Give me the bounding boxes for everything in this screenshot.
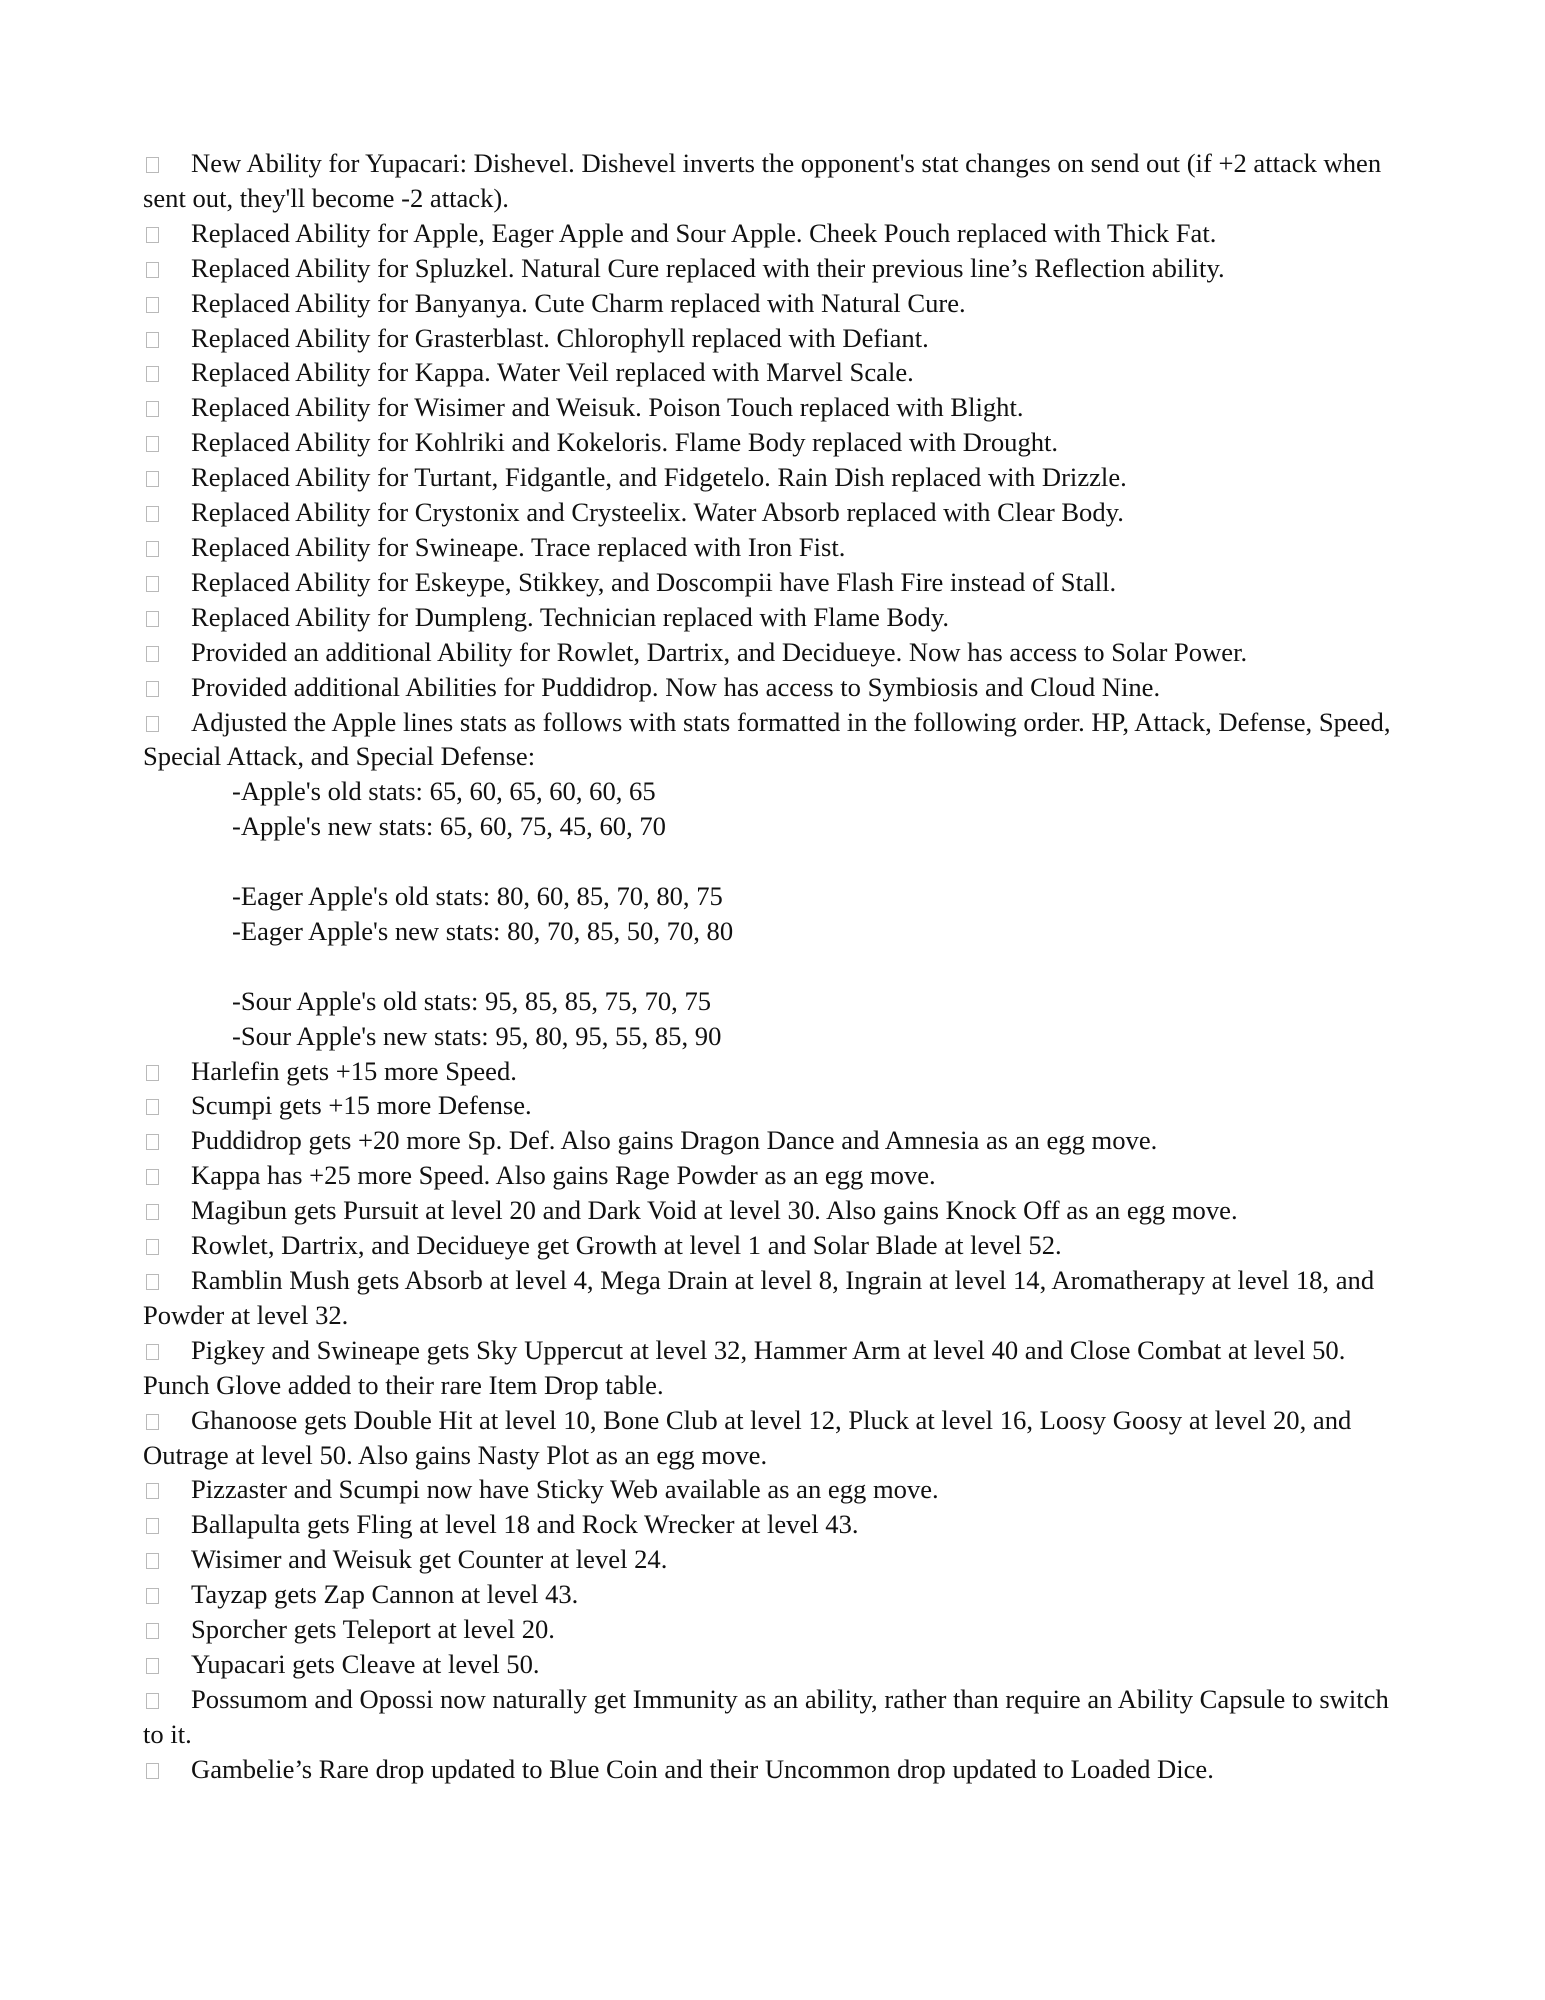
item-text: Replaced Ability for Banyanya. Cute Charm replaced with Natural Cure.	[191, 287, 966, 318]
list-item	[143, 286, 1405, 321]
checkbox-icon	[146, 297, 159, 313]
spacer	[143, 844, 1405, 879]
checkbox-icon	[146, 681, 159, 697]
list-item	[143, 390, 1405, 425]
item-text: Magibun gets Pursuit at level 20 and Dark Void at level 30. Also gains Knock Off as an egg move.	[191, 1195, 1238, 1226]
list-item	[143, 1577, 1405, 1612]
item-text: Puddidrop gets +20 more Sp. Def. Also gains Dragon Dance and Amnesia as an egg move.	[191, 1125, 1158, 1156]
list-item	[143, 1228, 1405, 1263]
checkbox-icon	[146, 262, 159, 278]
checkbox-icon	[146, 611, 159, 627]
checkbox-icon	[146, 1483, 159, 1499]
list-item	[143, 600, 1405, 635]
item-text: Replaced Ability for Crystonix and Crysteelix. Water Absorb replaced with Clear Body.	[191, 497, 1124, 528]
list-item	[143, 460, 1405, 495]
item-text: Harlefin gets +15 more Speed.	[191, 1055, 517, 1086]
checkbox-icon	[146, 1274, 159, 1290]
item-text: Replaced Ability for Swineape. Trace replaced with Iron Fist.	[191, 531, 846, 562]
list-item	[143, 635, 1405, 670]
checkbox-icon	[146, 1623, 159, 1639]
spacer	[143, 949, 1405, 984]
item-text: Replaced Ability for Kappa. Water Veil replaced with Marvel Scale.	[191, 357, 914, 388]
list-item	[143, 1123, 1405, 1158]
checkbox-icon	[146, 1169, 159, 1185]
item-text: Replaced Ability for Wisimer and Weisuk. Poison Touch replaced with Blight.	[191, 392, 1024, 423]
checkbox-icon	[146, 506, 159, 522]
checkbox-icon	[146, 1414, 159, 1430]
list-item	[143, 705, 1405, 775]
list-item	[143, 1472, 1405, 1507]
list-item	[143, 321, 1405, 356]
checkbox-icon	[146, 227, 159, 243]
item-text: Ballapulta gets Fling at level 18 and Rock Wrecker at level 43.	[191, 1509, 859, 1540]
item-text: Possumom and Opossi now naturally get Immunity as an ability, rather than require an Ability Capsule to switch to it.	[143, 1683, 1389, 1749]
stats-line: -Apple's old stats: 65, 60, 65, 60, 60, 65	[232, 776, 656, 807]
list-item	[143, 1682, 1405, 1752]
item-text: Tayzap gets Zap Cannon at level 43.	[191, 1579, 579, 1610]
stats-line: -Sour Apple's old stats: 95, 85, 85, 75, 70, 75	[232, 985, 712, 1016]
list-item	[143, 1542, 1405, 1577]
list-item	[143, 251, 1405, 286]
checkbox-icon	[146, 401, 159, 417]
item-text: Replaced Ability for Turtant, Fidgantle, and Fidgetelo. Rain Dish replaced with Drizzle.	[191, 462, 1127, 493]
checkbox-icon	[146, 1658, 159, 1674]
checkbox-icon	[146, 1099, 159, 1115]
list-item	[143, 1263, 1405, 1333]
item-text: Scumpi gets +15 more Defense.	[191, 1090, 532, 1121]
checkbox-icon	[146, 1518, 159, 1534]
checkbox-icon	[146, 1693, 159, 1709]
checkbox-icon	[146, 1588, 159, 1604]
list-item	[143, 670, 1405, 705]
checkbox-icon	[146, 1344, 159, 1360]
item-text: Wisimer and Weisuk get Counter at level 24.	[191, 1544, 668, 1575]
stats-line: -Sour Apple's new stats: 95, 80, 95, 55, 85, 90	[232, 1020, 722, 1051]
list-item	[143, 1403, 1405, 1473]
item-text: Kappa has +25 more Speed. Also gains Rage Powder as an egg move.	[191, 1160, 936, 1191]
checkbox-icon	[146, 1134, 159, 1150]
stats-line: -Eager Apple's old stats: 80, 60, 85, 70, 80, 75	[232, 881, 723, 912]
document-page	[143, 146, 1405, 1787]
checkbox-icon	[146, 1239, 159, 1255]
checkbox-icon	[146, 366, 159, 382]
item-text: Gambelie’s Rare drop updated to Blue Coin and their Uncommon drop updated to Loaded Dice.	[191, 1753, 1214, 1784]
checkbox-icon	[146, 1553, 159, 1569]
list-item	[143, 216, 1405, 251]
stats-line: -Apple's new stats: 65, 60, 75, 45, 60, 70	[232, 811, 666, 842]
item-text: Provided additional Abilities for Puddidrop. Now has access to Symbiosis and Cloud Nine.	[191, 671, 1161, 702]
stats-line: -Eager Apple's new stats: 80, 70, 85, 50, 70, 80	[232, 915, 734, 946]
item-text: Pizzaster and Scumpi now have Sticky Web available as an egg move.	[191, 1474, 939, 1505]
checkbox-icon	[146, 576, 159, 592]
item-text: Replaced Ability for Kohlriki and Kokeloris. Flame Body replaced with Drought.	[191, 427, 1059, 458]
item-text: Yupacari gets Cleave at level 50.	[191, 1648, 540, 1679]
item-text: Ghanoose gets Double Hit at level 10, Bone Club at level 12, Pluck at level 16, Loosy Goosy at level 20, and Outrage at level 50. Also gains Nasty Plot as an egg move.	[143, 1404, 1352, 1470]
item-text: Adjusted the Apple lines stats as follows with stats formatted in the following order. HP, Attack, Defense, Speed, Special Attack, and Special Defense:	[143, 706, 1391, 772]
item-text: Sporcher gets Teleport at level 20.	[191, 1614, 555, 1645]
list-item	[143, 1333, 1405, 1403]
checkbox-icon	[146, 1204, 159, 1220]
item-text: Ramblin Mush gets Absorb at level 4, Mega Drain at level 8, Ingrain at level 14, Aromatherapy at level 18, and Powder at level 32.	[143, 1264, 1375, 1330]
list-item	[143, 1612, 1405, 1647]
item-text: Replaced Ability for Grasterblast. Chlorophyll replaced with Defiant.	[191, 322, 929, 353]
list-item	[143, 1507, 1405, 1542]
list-item	[143, 1752, 1405, 1787]
item-text: Replaced Ability for Spluzkel. Natural Cure replaced with their previous line’s Reflection ability.	[191, 252, 1225, 283]
item-text: Pigkey and Swineape gets Sky Uppercut at level 32, Hammer Arm at level 40 and Close Combat at level 50. Punch Glove added to their rare Item Drop table.	[143, 1334, 1346, 1400]
item-text: Replaced Ability for Eskeype, Stikkey, and Doscompii have Flash Fire instead of Stall.	[191, 566, 1117, 597]
checkbox-icon	[146, 471, 159, 487]
list-item	[143, 1088, 1405, 1123]
list-item	[143, 495, 1405, 530]
list-item	[143, 1158, 1405, 1193]
list-item	[143, 146, 1405, 216]
checkbox-icon	[146, 716, 159, 732]
checkbox-icon	[146, 646, 159, 662]
item-text: Rowlet, Dartrix, and Decidueye get Growth at level 1 and Solar Blade at level 52.	[191, 1230, 1062, 1261]
checkbox-icon	[146, 332, 159, 348]
list-item	[143, 425, 1405, 460]
list-item	[143, 1647, 1405, 1682]
item-text: New Ability for Yupacari: Dishevel. Dishevel inverts the opponent's stat changes on send out (if +2 attack when sent out, they'll become -2 attack).	[143, 148, 1382, 213]
list-item	[143, 1054, 1405, 1089]
checkbox-icon	[146, 436, 159, 452]
list-item	[143, 1193, 1405, 1228]
checkbox-icon	[146, 541, 159, 557]
item-text: Replaced Ability for Dumpleng. Technician replaced with Flame Body.	[191, 601, 950, 632]
checkbox-icon	[146, 1763, 159, 1779]
checkbox-icon	[146, 157, 159, 173]
item-text: Replaced Ability for Apple, Eager Apple and Sour Apple. Cheek Pouch replaced with Thick Fat.	[191, 217, 1217, 248]
list-item	[143, 530, 1405, 565]
list-item	[143, 355, 1405, 390]
item-text: Provided an additional Ability for Rowlet, Dartrix, and Decidueye. Now has access to Solar Power.	[191, 636, 1248, 667]
list-item	[143, 565, 1405, 600]
checkbox-icon	[146, 1065, 159, 1081]
